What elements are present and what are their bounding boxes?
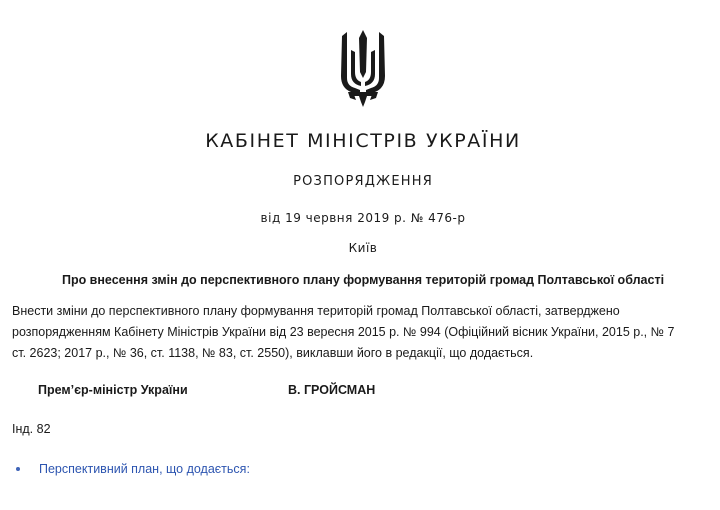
document-date: від 19 червня 2019 р. № 476-р [260, 211, 466, 225]
document-index: Інд. 82 [12, 422, 51, 436]
bullet-icon [16, 467, 20, 471]
signatory-name: В. ГРОЙСМАН [288, 383, 376, 397]
list-item [14, 460, 250, 478]
document-city: Київ [348, 241, 378, 255]
org-title: КАБІНЕТ МІНІСТРІВ УКРАЇНИ [205, 130, 521, 152]
document-body [12, 301, 720, 364]
signatory-position: Прем’єр-міністр України [38, 383, 188, 397]
body-line: Внести зміни до перспективного плану формування територій громад Полтавської області, затверджено [12, 304, 620, 318]
document-heading: Про внесення змін до перспективного плану формування територій громад Полтавської області [61, 273, 665, 287]
attachments-list [14, 460, 250, 478]
attachment-link[interactable]: Перспективний план, що додається: [39, 462, 250, 476]
ukraine-trident-icon [338, 28, 388, 108]
body-line: ст. 2623; 2017 р., № 36, ст. 1138, № 83, ст. 2550), виклавши його в редакції, що додається. [12, 346, 534, 360]
document-type: РОЗПОРЯДЖЕННЯ [293, 174, 433, 189]
body-line: розпорядженням Кабінету Міністрів України від 23 вересня 2015 р. № 994 (Офіційний вісник України, 2015 р., № 7 [12, 325, 675, 339]
